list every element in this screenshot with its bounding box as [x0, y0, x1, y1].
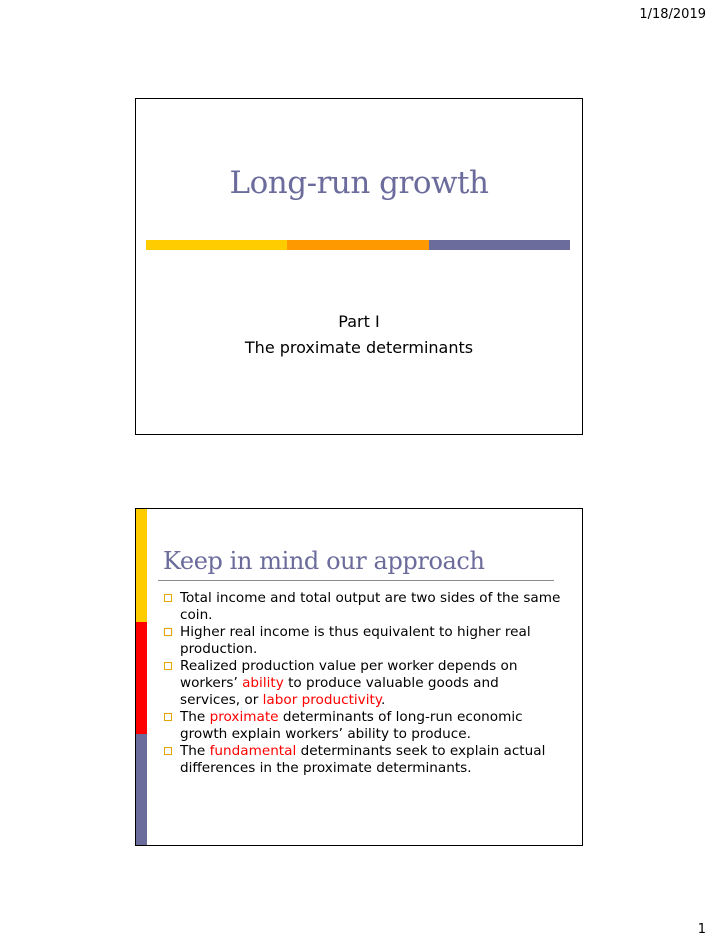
subtitle-line-2: The proximate determinants	[244, 338, 474, 357]
square-bullet-icon	[164, 747, 172, 755]
strip-red	[136, 622, 147, 734]
heading-rule	[158, 580, 554, 581]
decorative-color-bar	[146, 240, 570, 250]
bullet-list	[163, 590, 563, 777]
highlight-fundamental: fundamental	[209, 743, 297, 759]
square-bullet-icon	[164, 713, 172, 721]
square-bullet-icon	[164, 628, 172, 636]
page-number: 1	[697, 922, 706, 937]
slide-title	[135, 98, 583, 435]
slide-title-heading: Long-run growth	[229, 165, 489, 201]
bullet-text-part: determinants seek to explain actual differences in the proximate determinants.	[180, 743, 546, 776]
subtitle-line-1: Part I	[338, 312, 380, 331]
highlight-labor-productivity: labor productivity	[262, 692, 381, 708]
square-bullet-icon	[164, 594, 172, 602]
color-bar-orange	[287, 240, 428, 250]
bullet-item	[163, 624, 563, 658]
slide-subtitle	[136, 309, 582, 361]
bullet-text-part: .	[380, 692, 386, 708]
highlight-ability: ability	[242, 675, 284, 691]
bullet-text: Higher real income is thus equivalent to higher real production.	[180, 624, 531, 657]
color-bar-yellow	[146, 240, 287, 250]
bullet-text-part: The	[180, 743, 210, 759]
bullet-text: Total income and total output are two sides of the same coin.	[180, 590, 561, 623]
color-bar-purple	[429, 240, 570, 250]
bullet-item	[163, 709, 563, 743]
strip-purple	[136, 734, 147, 845]
square-bullet-icon	[164, 662, 172, 670]
bullet-text-part: determinants of long-run economic growth explain workers’ ability to produce.	[180, 709, 523, 742]
bullet-text-part: The	[180, 709, 210, 725]
side-color-strip	[136, 509, 147, 845]
strip-yellow	[136, 509, 147, 622]
bullet-text-part: Realized production value per worker depends on workers’	[180, 658, 518, 691]
bullet-item	[163, 743, 563, 777]
bullet-item	[163, 658, 563, 709]
bullet-item	[163, 590, 563, 624]
date-header: 1/18/2019	[639, 7, 706, 22]
highlight-proximate: proximate	[209, 709, 279, 725]
bullet-text-part: to produce valuable goods and services, or	[180, 675, 499, 708]
slide-approach	[135, 508, 583, 846]
slide-heading: Keep in mind our approach	[163, 547, 485, 575]
